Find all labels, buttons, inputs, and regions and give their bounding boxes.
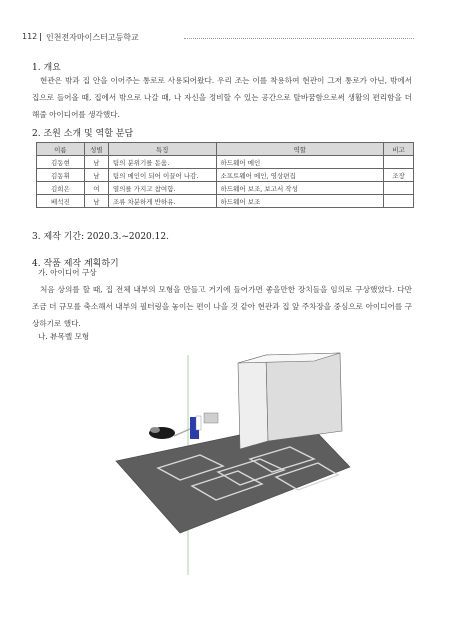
- section-plan-heading: 4. 작품 제작 계획하기: [32, 259, 119, 269]
- page-number: 112: [22, 32, 38, 41]
- table-row: [37, 169, 414, 182]
- member-role: 하드웨어 보조, 보고서 작성: [216, 182, 383, 195]
- member-note: [384, 182, 414, 195]
- member-name: 배석진: [37, 195, 85, 208]
- header-dotted-rule: [184, 38, 414, 39]
- header-divider: [40, 33, 41, 41]
- house-right-wall: [266, 353, 342, 441]
- member-name: 김희은: [37, 182, 85, 195]
- member-role: 소프트웨어 메인, 영상편집: [216, 169, 383, 182]
- column-header: 이름: [37, 143, 85, 156]
- member-trait: 팀의 분위기를 돋움.: [108, 156, 216, 169]
- plan-subheading-model: 나. 뷰목벨 모형: [38, 332, 90, 341]
- running-header: [22, 30, 414, 44]
- column-header: 역할: [216, 143, 383, 156]
- white-panel: [196, 416, 201, 430]
- table-row: [37, 156, 414, 169]
- member-role: 하드웨어 메인: [216, 156, 383, 169]
- member-name: 김동현: [37, 156, 85, 169]
- member-trait: 조류 차분하게 반하유.: [108, 195, 216, 208]
- plan-text: 처음 상의를 할 때, 집 전체 내부의 모형을 만들고 거기에 들어가면 좋을만한 장치들을 임의로 구상했었다. 다만 조금 더 규모를 축소해서 내부의 필터링을 놓이는 편이 나을 것 같아 현관과 집 앞 주차장을 중심으로 아이디어를 구상하기로 했다.: [32, 285, 412, 328]
- member-gender: 남: [84, 156, 108, 169]
- column-header: 비고: [384, 143, 414, 156]
- section-team-heading: 2. 조원 소개 및 역할 분담: [32, 129, 134, 139]
- column-header: 성별: [84, 143, 108, 156]
- car-window: [150, 427, 160, 433]
- member-note: [384, 195, 414, 208]
- member-gender: 남: [84, 169, 108, 182]
- member-role: 하드웨어 보조: [216, 195, 383, 208]
- member-name: 김동휘: [37, 169, 85, 182]
- section-overview-heading: 1. 개요: [32, 63, 61, 73]
- member-trait: 팀의 메인이 되어 이끌어 나감.: [108, 169, 216, 182]
- ground-plane: [116, 421, 350, 533]
- small-box: [204, 413, 218, 423]
- entrance-model-sketch: [92, 349, 362, 581]
- member-note: [384, 156, 414, 169]
- house-left-wall: [238, 355, 268, 449]
- section-period-heading: 3. 제작 기간: 2020.3.~2020.12.: [32, 232, 169, 242]
- table-row: [37, 195, 414, 208]
- school-name: 인천전자마이스터고등학교: [46, 33, 139, 42]
- section-overview-text: 현관은 밖과 집 안을 이어주는 통로로 사용되어왔다. 우리 조는 이를 착용하여 현관이 그저 통로가 아닌, 밖에서 집으로 들어올 때, 집에서 밖으로 나갈 때, 나 자신을 정비할 수 있는 공간으로 탈바꿈함으로써 생활의 편리함을 더해줄 아이디어를 생각했다.: [32, 76, 412, 119]
- table-header-row: [37, 143, 414, 156]
- column-header: 특징: [108, 143, 216, 156]
- table-row: [37, 182, 414, 195]
- member-note: 조장: [384, 169, 414, 182]
- plan-subheading-idea: 가. 아이디어 구상: [38, 268, 97, 277]
- member-trait: 열의를 가지고 참여함.: [108, 182, 216, 195]
- member-gender: 여: [84, 182, 108, 195]
- member-gender: 남: [84, 195, 108, 208]
- team-roles-table: [36, 142, 414, 208]
